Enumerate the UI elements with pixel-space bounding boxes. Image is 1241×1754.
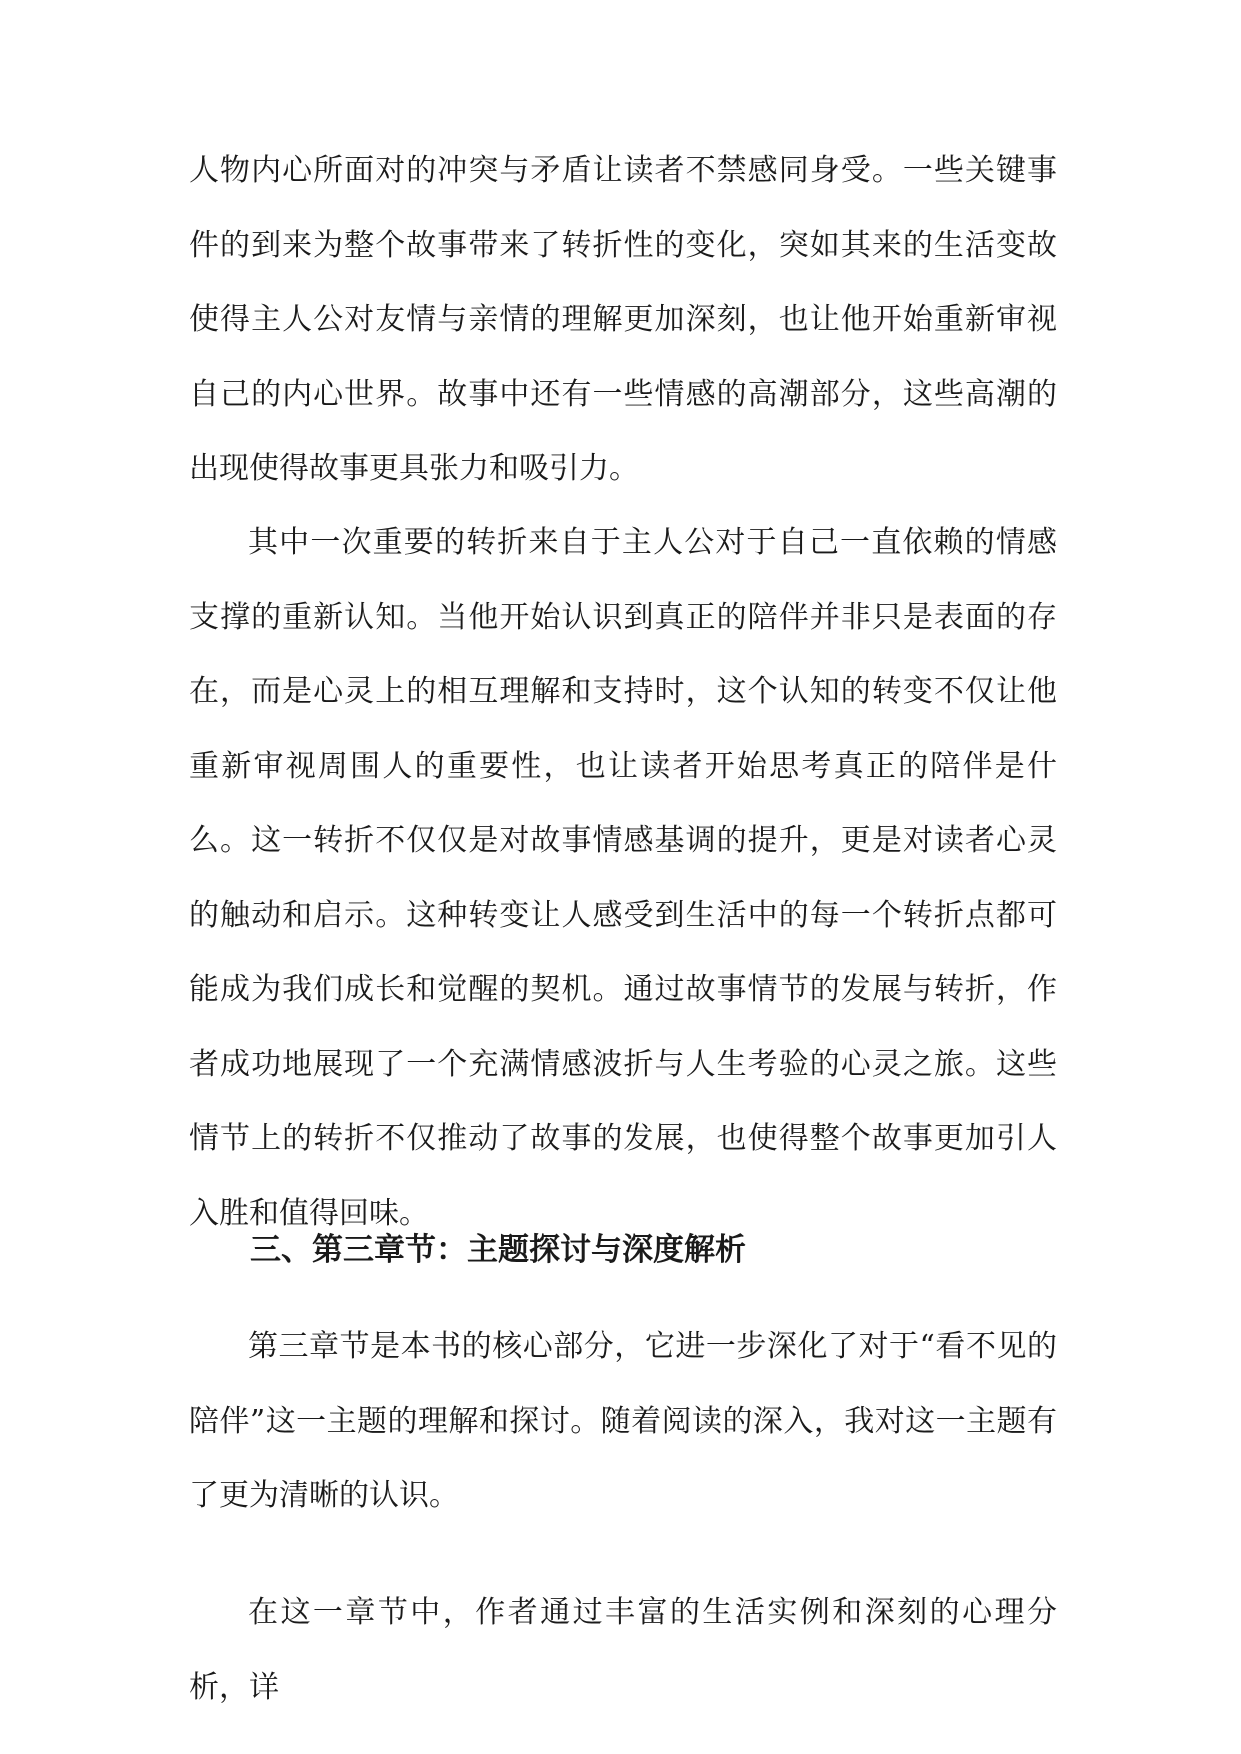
section-heading: 三、第三章节：主题探讨与深度解析 [250,1232,746,1268]
body-paragraph-1: 人物内心所面对的冲突与矛盾让读者不禁感同身受。一些关键事件的到来为整个故事带来了转折性的变化，突如其来的生活变故使得主人公对友情与亲情的理解更加深刻，也让他开始重新审视自己的内心世界。故事中还有一些情感的高潮部分，这些高潮的出现使得故事更具张力和吸引力。 [189,153,1057,486]
body-paragraph-2: 其中一次重要的转折来自于主人公对于自己一直依赖的情感支撑的重新认知。当他开始认识到真正的陪伴并非只是表面的存在，而是心灵上的相互理解和支持时，这个认知的转变不仅让他重新审视周围人的重要性，也让读者开始思考真正的陪伴是什么。这一转折不仅仅是对故事情感基调的提升，更是对读者心灵的触动和启示。这种转变让人感受到生活中的每一个转折点都可能成为我们成长和觉醒的契机。通过故事情节的发展与转折，作者成功地展现了一个充满情感波折与人生考验的心灵之旅。这些情节上的转折不仅推动了故事的发展，也使得整个故事更加引人入胜和值得回味。 [189,525,1057,1231]
section-paragraph-2: 在这一章节中，作者通过丰富的生活实例和深刻的心理分析，详 [189,1595,1057,1705]
section-paragraph-1: 第三章节是本书的核心部分，它进一步深化了对于“看不见的陪伴”这一主题的理解和探讨。随着阅读的深入，我对这一主题有了更为清晰的认识。 [189,1329,1057,1513]
